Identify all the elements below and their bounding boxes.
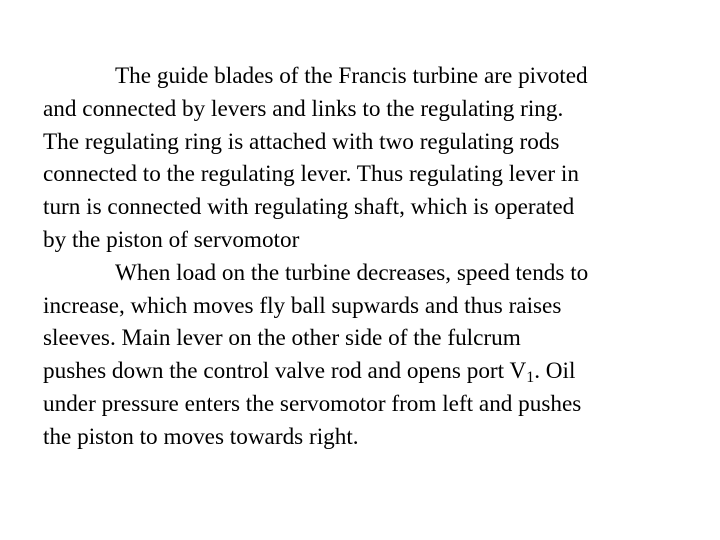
text-line: the piston to moves towards right. xyxy=(43,423,359,450)
paragraph-guide-blades xyxy=(43,60,683,257)
text-line: under pressure enters the servomotor from left and pushes xyxy=(43,390,582,417)
paragraph-load-decrease xyxy=(43,257,683,454)
text-line-content: When load on the turbine decreases, speed tends to xyxy=(115,259,589,286)
text-line: connected to the regulating lever. Thus regulating lever in xyxy=(43,161,579,188)
text-line-content: The guide blades of the Francis turbine are pivoted xyxy=(115,63,588,89)
text-segment: pushes down the control valve rod and opens port V xyxy=(43,358,527,385)
text-line: sleeves. Main lever on the other side of the fulcrum xyxy=(43,325,521,352)
text-line: and connected by levers and links to the regulating ring. xyxy=(43,95,564,122)
text-line: increase, which moves fly ball supwards and thus raises xyxy=(43,292,562,319)
text-line: The regulating ring is attached with two regulating rods xyxy=(43,128,560,155)
text-line-port-v1 xyxy=(43,355,683,388)
text-line xyxy=(43,60,683,93)
subscript: 1 xyxy=(526,369,535,387)
text-line: by the piston of servomotor xyxy=(43,226,300,253)
text-line: turn is connected with regulating shaft, which is operated xyxy=(43,194,575,221)
text-block xyxy=(43,60,683,454)
text-line xyxy=(43,257,683,290)
text-segment: . Oil xyxy=(534,358,576,385)
